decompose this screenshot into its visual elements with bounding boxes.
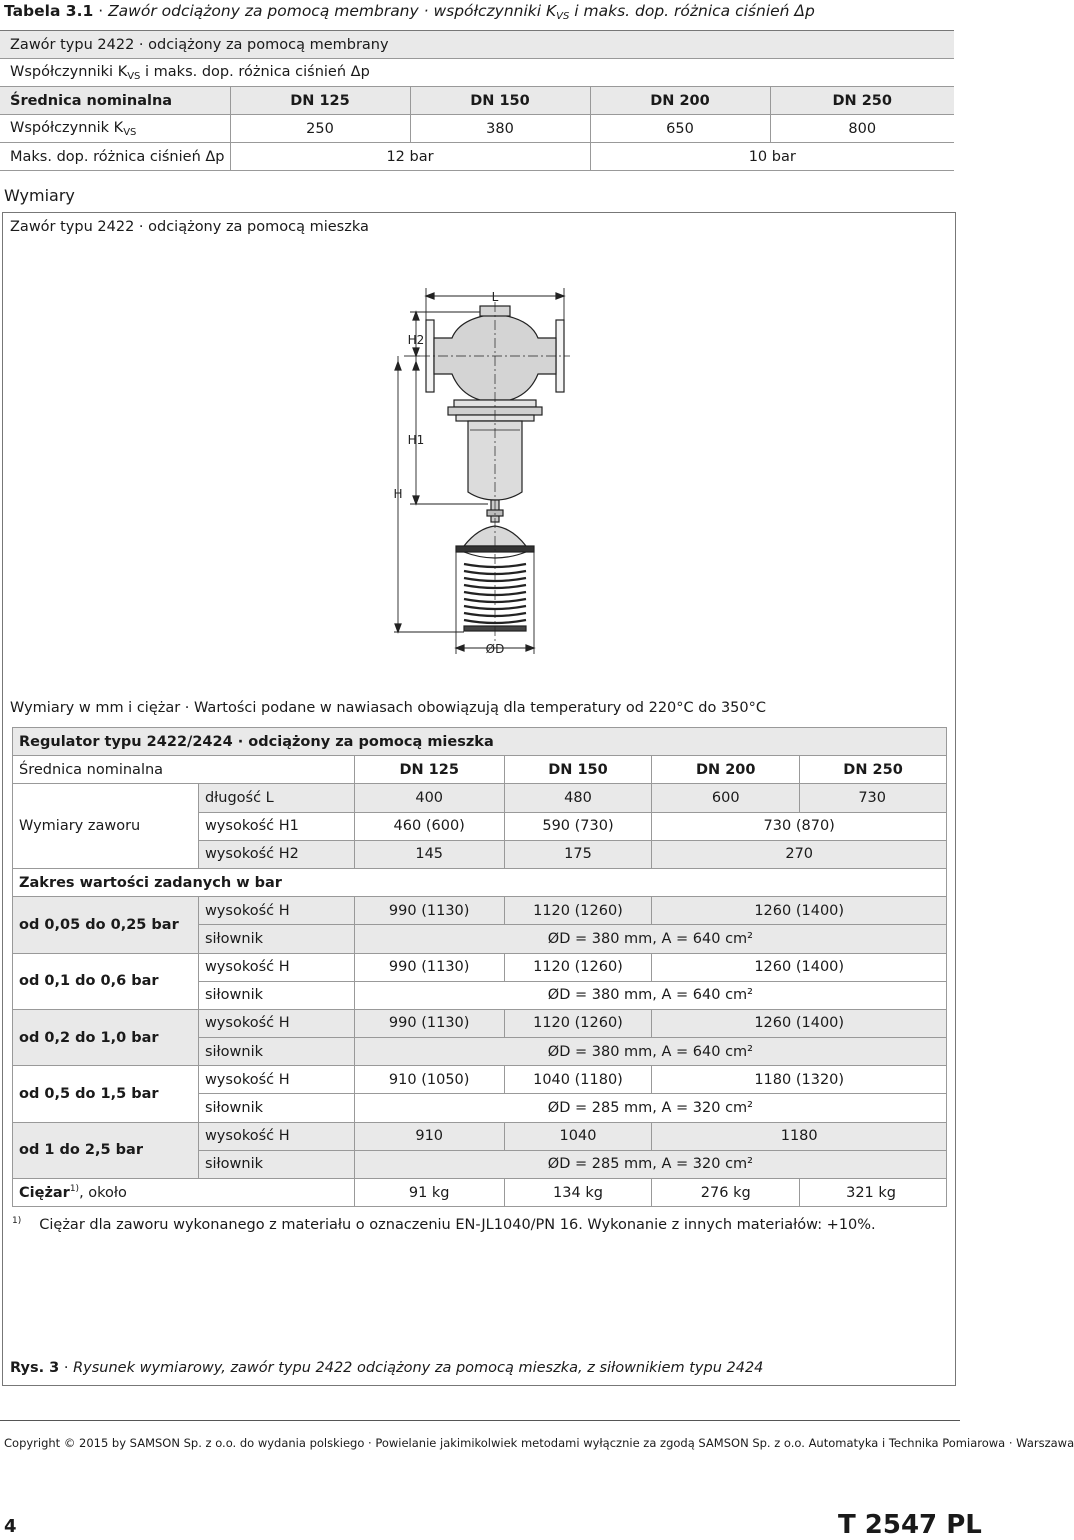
range-actuator-value: ØD = 285 mm, A = 320 cm² — [354, 1150, 946, 1178]
len-value: 480 — [504, 784, 652, 812]
figure-caption-text: Rysunek wymiarowy, zawór typu 2422 odciążony za pomocą mieszka, z siłownikiem typu 2424 — [73, 1360, 764, 1376]
dim-L-label: L — [491, 290, 499, 304]
range-actuator-value: ØD = 285 mm, A = 320 cm² — [354, 1094, 946, 1122]
kvs-value: 800 — [770, 115, 954, 143]
weight-label-bold: Ciężar — [19, 1185, 70, 1201]
range-h-label: wysokość H — [198, 897, 354, 925]
range-h-label: wysokość H — [198, 1122, 354, 1150]
kvs-table — [0, 30, 954, 171]
dim-H2-label: H2 — [407, 333, 425, 347]
range-h-value: 1120 (1260) — [504, 1009, 652, 1037]
weight-sup: 1) — [69, 1184, 80, 1195]
kvs-label-a: Współczynnik K — [10, 119, 124, 136]
dp-value: 12 bar — [230, 143, 590, 171]
h2-value: 175 — [504, 840, 652, 868]
weight-value: 321 kg — [800, 1179, 947, 1207]
dimensions-note: Wymiary w mm i ciężar · Wartości podane w nawiasach obowiązują dla temperatury od 220°C do 350°C — [10, 700, 766, 716]
h2-value: 270 — [652, 840, 947, 868]
range-actuator-value: ØD = 380 mm, A = 640 cm² — [354, 981, 946, 1009]
range-h-value: 990 (1130) — [354, 1009, 504, 1037]
dimensions-table — [12, 727, 947, 1207]
range-h-value: 1120 (1260) — [504, 897, 652, 925]
range-h-label: wysokość H — [198, 1009, 354, 1037]
kvs-subtitle-sub: VS — [127, 70, 141, 82]
range-name: od 0,1 do 0,6 bar — [13, 953, 199, 1009]
len-value: 730 — [800, 784, 947, 812]
h1-value: 460 (600) — [354, 812, 504, 840]
kvs-label — [0, 115, 230, 143]
range-h-value: 910 (1050) — [354, 1066, 504, 1094]
h2-label: wysokość H2 — [198, 840, 354, 868]
kvs-dn-150: DN 150 — [410, 87, 590, 115]
range-actuator-label: siłownik — [198, 1150, 354, 1178]
h1-value: 590 (730) — [504, 812, 652, 840]
table1-number: Tabela 3.1 — [4, 2, 94, 20]
range-name: od 1 do 2,5 bar — [13, 1122, 199, 1178]
range-actuator-value: ØD = 380 mm, A = 640 cm² — [354, 1038, 946, 1066]
range-h-value: 990 (1130) — [354, 897, 504, 925]
valve-drawing — [360, 282, 600, 662]
dimensions-heading: Wymiary — [4, 186, 75, 205]
range-h-value: 1180 — [652, 1122, 947, 1150]
ranges-body — [13, 897, 947, 1179]
figure-number: Rys. 3 — [10, 1360, 60, 1376]
table1-caption-sub: VS — [556, 11, 570, 22]
table1-title-sep: · — [93, 2, 109, 20]
weight-label — [13, 1179, 355, 1207]
document-number: T 2547 PL — [838, 1510, 982, 1540]
footnote-text: Ciężar dla zaworu wykonanego z materiału o oznaczeniu EN-JL1040/PN 16. Wykonanie z innych materiałów: +10%. — [39, 1217, 876, 1233]
table1-caption-b: i maks. dop. różnica ciśnień Δp — [569, 2, 815, 20]
range-actuator-label: siłownik — [198, 1094, 354, 1122]
weight-suffix: , około — [79, 1185, 127, 1201]
kvs-value: 650 — [590, 115, 770, 143]
weight-value: 276 kg — [652, 1179, 800, 1207]
kvs-label-sub: VS — [123, 126, 137, 138]
range-h-value: 1180 (1320) — [652, 1066, 947, 1094]
kvs-table-type-row: Zawór typu 2422 · odciążony za pomocą membrany — [0, 31, 954, 59]
figure-caption-sep: · — [59, 1360, 74, 1376]
spring-coil — [464, 564, 526, 567]
dim-D-arrow — [526, 645, 534, 651]
dim-dn-150: DN 150 — [504, 756, 652, 784]
h1-label: wysokość H1 — [198, 812, 354, 840]
range-h-value: 1040 — [504, 1122, 652, 1150]
range-actuator-label: siłownik — [198, 1038, 354, 1066]
range-name: od 0,5 do 1,5 bar — [13, 1066, 199, 1122]
weight-value: 91 kg — [354, 1179, 504, 1207]
range-h-value: 990 (1130) — [354, 953, 504, 981]
footnote-mark: 1) — [12, 1216, 22, 1226]
kvs-dn-label: Średnica nominalna — [0, 87, 230, 115]
range-h-value: 1260 (1400) — [652, 953, 947, 981]
drawing-box-title: Zawór typu 2422 · odciążony za pomocą mieszka — [10, 219, 369, 235]
dim-dn-250: DN 250 — [800, 756, 947, 784]
dim-H1-label: H1 — [407, 433, 425, 447]
range-h-label: wysokość H — [198, 953, 354, 981]
dim-H-arrow — [395, 624, 401, 632]
kvs-dn-125: DN 125 — [230, 87, 410, 115]
kvs-value: 380 — [410, 115, 590, 143]
dim-D-label: ØD — [485, 642, 505, 656]
footer-rule — [0, 1420, 960, 1421]
dim-H-label: H — [393, 487, 403, 501]
weight-value: 134 kg — [504, 1179, 652, 1207]
range-name: od 0,2 do 1,0 bar — [13, 1009, 199, 1065]
valve-dims-label: Wymiary zaworu — [13, 784, 199, 869]
page-number: 4 — [4, 1516, 17, 1537]
kvs-subtitle-a: Współczynniki K — [10, 63, 128, 80]
table1-title — [4, 0, 815, 28]
table1-caption-a: Zawór odciążony za pomocą membrany · współczynniki K — [108, 2, 557, 20]
dim-D-arrow — [456, 645, 464, 651]
copyright: Copyright © 2015 by SAMSON Sp. z o.o. do wydania polskiego · Powielanie jakimikolwiek metodami wyłącznie za zgodą SAMSON Sp. z o.o. Automatyka i Technika Pomiarowa · Warszawa — [4, 1436, 1074, 1450]
dim-table-title: Regulator typu 2422/2424 · odciążony za pomocą mieszka — [13, 728, 947, 756]
dp-value: 10 bar — [590, 143, 954, 171]
footnote — [12, 1216, 876, 1233]
range-name: od 0,05 do 0,25 bar — [13, 897, 199, 953]
dim-dn-200: DN 200 — [652, 756, 800, 784]
dim-H-arrow — [395, 362, 401, 370]
len-value: 400 — [354, 784, 504, 812]
range-h-value: 1260 (1400) — [652, 897, 947, 925]
dim-L-arrow — [556, 293, 564, 299]
kvs-dn-200: DN 200 — [590, 87, 770, 115]
dim-dn-label: Średnica nominalna — [13, 756, 355, 784]
kvs-dn-250: DN 250 — [770, 87, 954, 115]
range-h-value: 1260 (1400) — [652, 1009, 947, 1037]
range-actuator-label: siłownik — [198, 925, 354, 953]
dim-L-arrow — [426, 293, 434, 299]
kvs-table-subtitle-row — [0, 59, 954, 87]
kvs-subtitle-b: i maks. dop. różnica ciśnień Δp — [140, 63, 370, 80]
dim-H2-arrow — [413, 348, 419, 356]
kvs-value: 250 — [230, 115, 410, 143]
h2-value: 145 — [354, 840, 504, 868]
dim-H1-arrow — [413, 496, 419, 504]
range-h-value: 1040 (1180) — [504, 1066, 652, 1094]
dim-H1-arrow — [413, 362, 419, 370]
h1-value: 730 (870) — [652, 812, 947, 840]
table1-caption — [108, 2, 815, 20]
figure-caption — [10, 1360, 763, 1376]
range-h-value: 910 — [354, 1122, 504, 1150]
dim-dn-125: DN 125 — [354, 756, 504, 784]
dim-H2-arrow — [413, 312, 419, 320]
len-value: 600 — [652, 784, 800, 812]
range-label: Zakres wartości zadanych w bar — [13, 868, 947, 896]
range-actuator-label: siłownik — [198, 981, 354, 1009]
range-actuator-value: ØD = 380 mm, A = 640 cm² — [354, 925, 946, 953]
range-h-label: wysokość H — [198, 1066, 354, 1094]
len-label: długość L — [198, 784, 354, 812]
range-h-value: 1120 (1260) — [504, 953, 652, 981]
dp-label: Maks. dop. różnica ciśnień Δp — [0, 143, 230, 171]
